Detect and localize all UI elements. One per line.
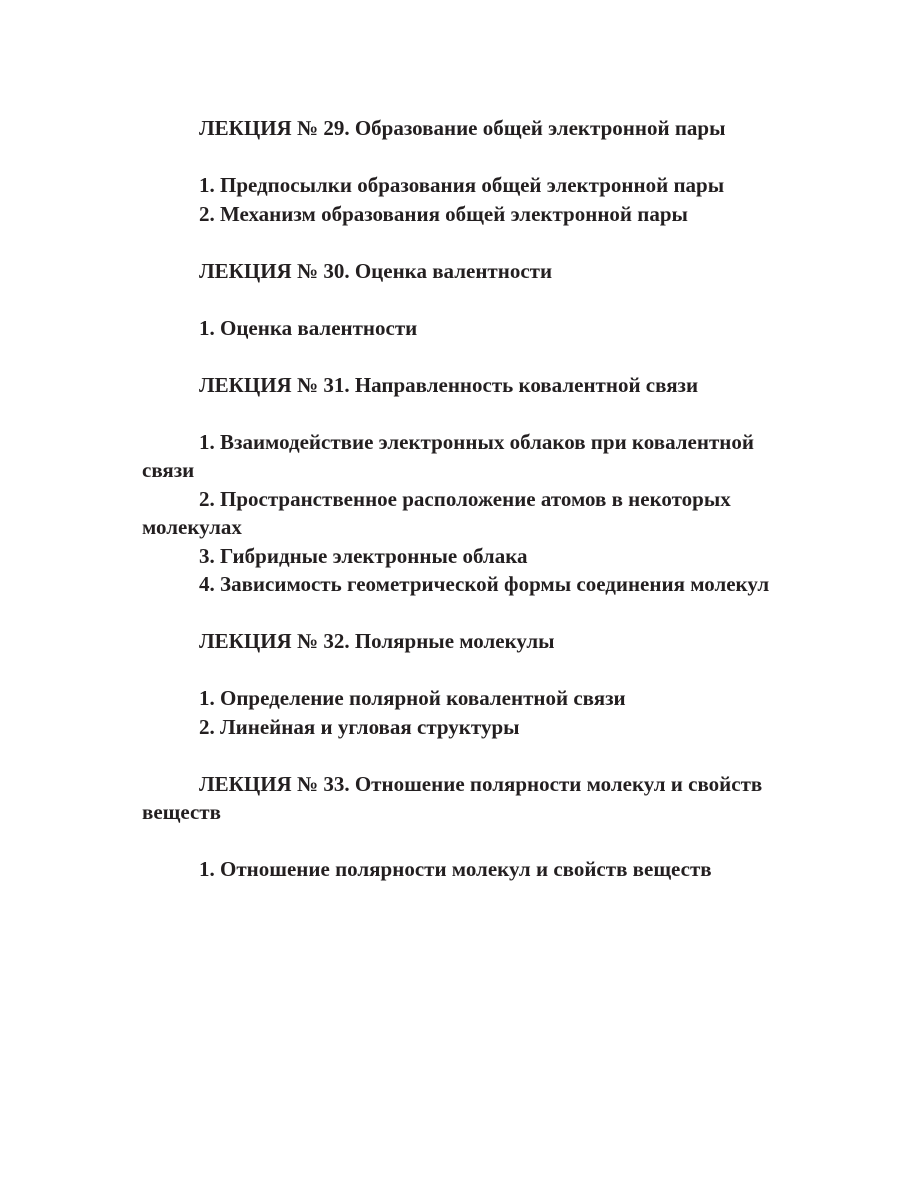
list-item: 1. Предпосылки образования общей электронной пары [199, 173, 725, 197]
lecture-title: ЛЕКЦИЯ № 29. Образование общей электронной пары [199, 116, 726, 140]
topic-list [142, 428, 772, 599]
list-item: 2. Пространственное расположение атомов в некоторых молекулах [142, 486, 731, 539]
lecture-title: ЛЕКЦИЯ № 32. Полярные молекулы [199, 629, 555, 653]
lecture-32 [142, 627, 772, 741]
list-item: 1. Отношение полярности молекул и свойств веществ [199, 857, 712, 881]
lecture-29 [142, 114, 772, 228]
lecture-30 [142, 257, 772, 343]
list-item: 1. Оценка валентности [199, 315, 418, 340]
lecture-title: ЛЕКЦИЯ № 31. Направленность ковалентной связи [199, 372, 699, 397]
list-item: 1. Взаимодействие электронных облаков при ковалентной связи [142, 429, 754, 482]
lecture-31 [142, 371, 772, 599]
topic-list [142, 855, 772, 884]
topic-list [142, 684, 772, 741]
lecture-title: ЛЕКЦИЯ № 30. Оценка валентности [199, 258, 553, 283]
list-item: 2. Механизм образования общей электронной пары [199, 201, 688, 226]
list-item: 1. Определение полярной ковалентной связи [199, 686, 626, 710]
list-item: 2. Линейная и угловая структуры [199, 714, 520, 739]
document-page [142, 114, 772, 884]
list-item: 4. Зависимость геометрической формы соединения молекул [199, 572, 770, 596]
topic-list [142, 314, 772, 343]
list-item: 3. Гибридные электронные облака [199, 543, 528, 568]
topic-list [142, 171, 772, 228]
lecture-title: ЛЕКЦИЯ № 33. Отношение полярности молекул и свойств веществ [142, 771, 763, 824]
lecture-33 [142, 770, 772, 884]
